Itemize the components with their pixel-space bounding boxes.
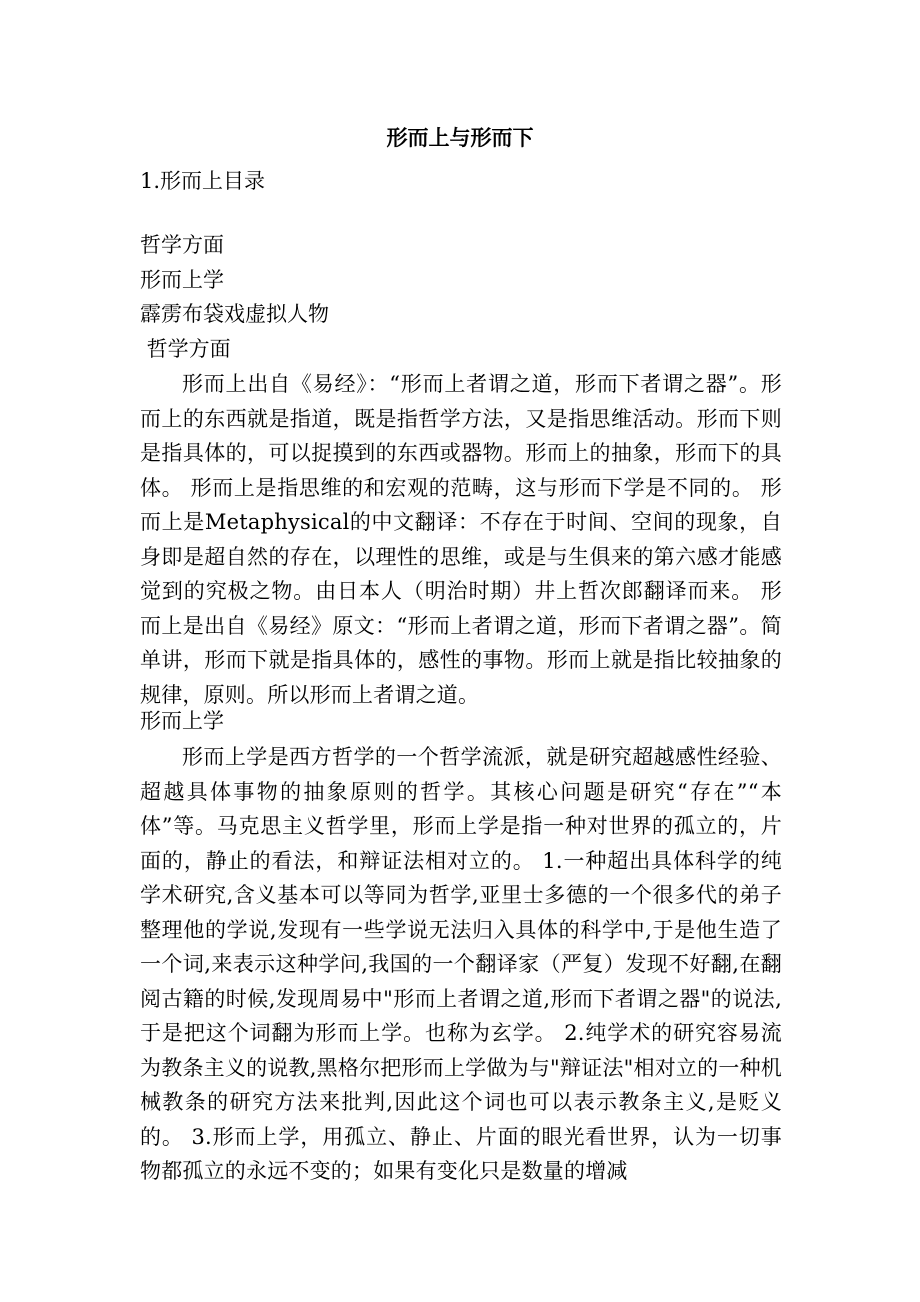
section-heading-metaphysics: 形而上学 bbox=[140, 709, 224, 733]
toc-item-philosophy: 哲学方面 bbox=[140, 233, 224, 257]
toc-item-puppet-character: 霹雳布袋戏虚拟人物 bbox=[140, 302, 329, 326]
document-title: 形而上与形而下 bbox=[386, 125, 534, 150]
toc-heading: 1.形而上目录 bbox=[140, 169, 266, 193]
section-paragraph-philosophy: 形而上出自《易经》：“形而上者谓之道，形而下者谓之器”。形而上的东西就是指道，既是指哲学方法，又是指思维活动。形而下则是指具体的，可以捉摸到的东西或器物。形而上的抽象，形而下的具体。 形而上是指思维的和宏观的范畴，这与形而下学是不同的。 形而上是Metaphysical的中文翻译：不存在于时间、空间的现象，自身即是超自然的存在，以理性的思维，或是与生俱来的第六感才能感觉到的究极之物。由日本人（明治时期）井上哲次郎翻译而来。 形而上是出自《易经》原文：“形而上者谓之道，形而下者谓之器”。简单讲，形而下就是指具体的，感性的事物。形而上就是指比较抽象的规律，原则。所以形而上者谓之道。 bbox=[140, 372, 782, 707]
section-paragraph-metaphysics: 形而上学是西方哲学的一个哲学流派，就是研究超越感性经验、超越具体事物的抽象原则的哲学。其核心问题是研究“存在”“本体”等。马克思主义哲学里，形而上学是指一种对世界的孤立的，片面的，静止的看法，和辩证法相对立的。 1.一种超出具体科学的纯学术研究,含义基本可以等同为哲学,亚里士多德的一个很多代的弟子整理他的学说,发现有一些学说无法归入具体的科学中,于是他生造了一个词,来表示这种学问,我国的一个翻译家（严复）发现不好翻,在翻阅古籍的时候,发现周易中"形而上者谓之道,形而下者谓之器"的说法,于是把这个词翻为形而上学。也称为玄学。 2.纯学术的研究容易流为教条主义的说教,黑格尔把形而上学做为与"辩证法"相对立的一种机械教条的研究方法来批判,因此这个词也可以表示教条主义,是贬义的。 3.形而上学，用孤立、静止、片面的眼光看世界，认为一切事物都孤立的永远不变的；如果有变化只是数量的增减 bbox=[140, 745, 782, 1183]
toc-item-metaphysics: 形而上学 bbox=[140, 268, 224, 292]
section-heading-philosophy: 哲学方面 bbox=[140, 337, 231, 361]
